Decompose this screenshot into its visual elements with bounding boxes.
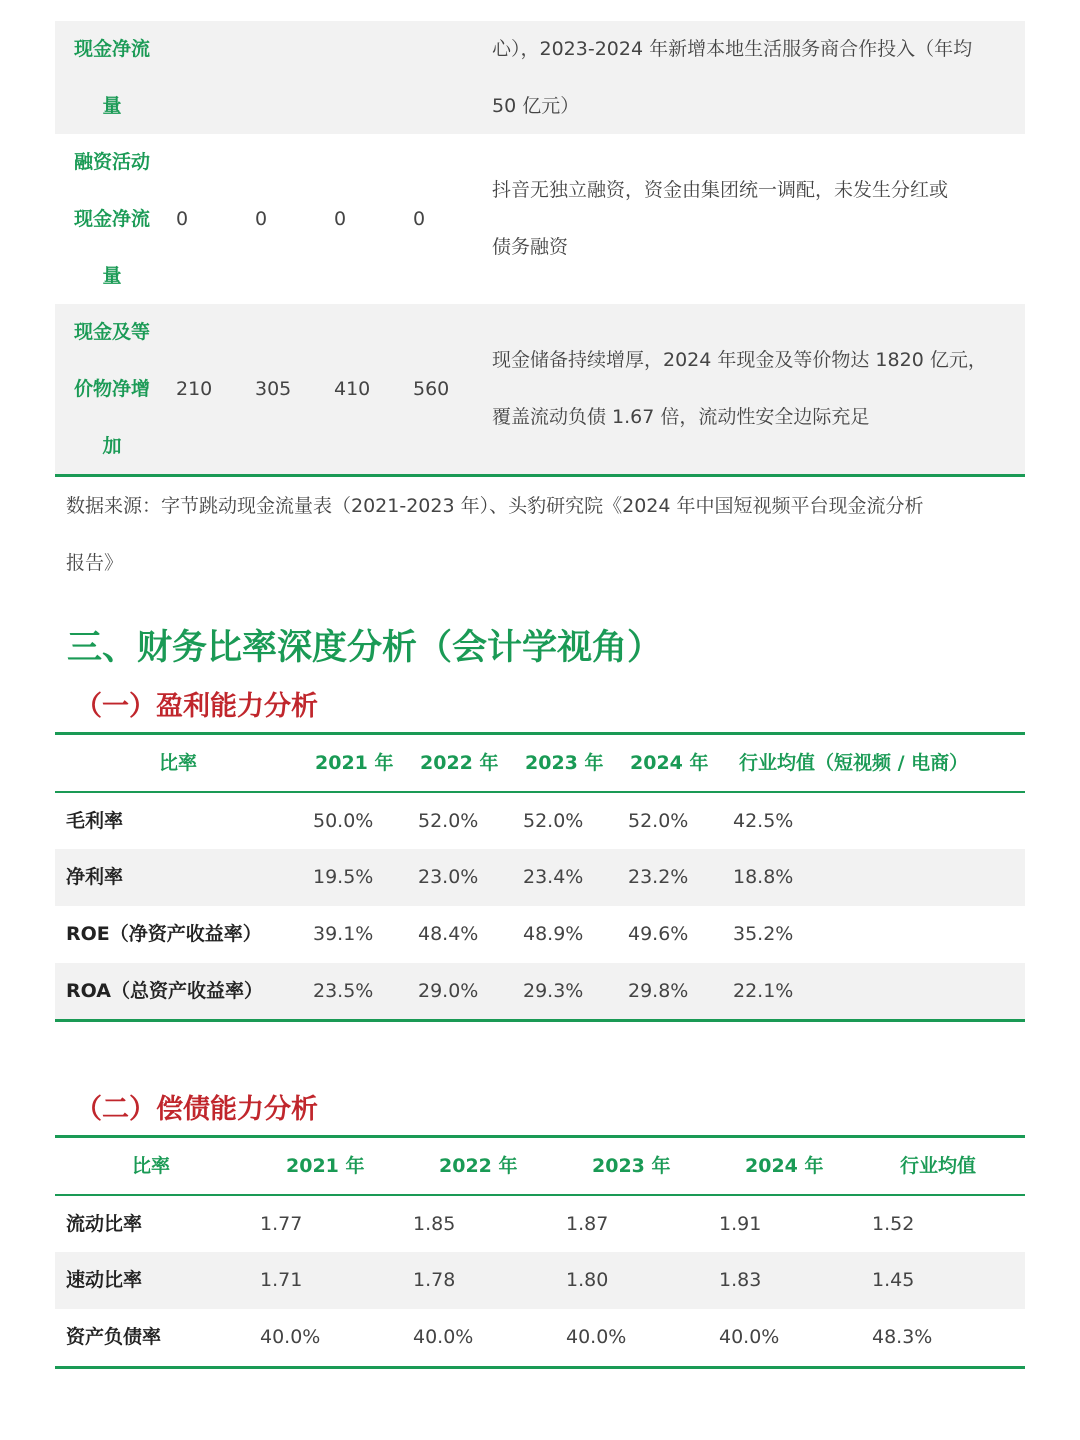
cell: 23.2% (628, 866, 689, 888)
row-label: 融资活动 现金净流 量 (73, 151, 150, 287)
cell: 29.3% (523, 980, 584, 1002)
ratio-name: ROE（净资产收益率） (66, 923, 262, 945)
table-row (55, 21, 1025, 134)
ratio-name: 流动比率 (66, 1213, 143, 1235)
row-label: 现金及等 价物净增 加 (73, 321, 150, 457)
section-heading: 三、财务比率深度分析（会计学视角） (67, 628, 663, 668)
header-cell: 比率 (132, 1155, 171, 1177)
ratio-name: 资产负债率 (66, 1326, 162, 1348)
ratio-name: 净利率 (66, 866, 124, 888)
header-cell: 2024 年 (745, 1155, 824, 1177)
header-cell: 行业均值（短视频 / 电商） (739, 752, 969, 774)
cell: 29.0% (418, 980, 479, 1002)
value-2021: 210 (176, 378, 213, 400)
cell: 1.52 (872, 1213, 915, 1235)
header-cell: 2024 年 (630, 752, 709, 774)
table-header (55, 1138, 1025, 1195)
value-2023: 0 (334, 208, 347, 230)
cell: 22.1% (733, 980, 794, 1002)
cell: 35.2% (733, 923, 794, 945)
cell: 48.9% (523, 923, 584, 945)
cell: 52.0% (523, 810, 584, 832)
cell: 40.0% (260, 1326, 321, 1348)
table-bottom-rule (55, 1366, 1025, 1369)
table-bottom-rule (55, 1019, 1025, 1022)
row-note: 抖音无独立融资，资金由集团统一调配，未发生分红或 债务融资 (492, 179, 949, 258)
value-2024: 0 (413, 208, 426, 230)
table-row (55, 304, 1025, 474)
cashflow-table (55, 21, 1025, 474)
cell: 1.78 (413, 1269, 456, 1291)
cell: 50.0% (313, 810, 374, 832)
value-2022: 0 (255, 208, 268, 230)
cell: 19.5% (313, 866, 374, 888)
table-row (55, 849, 1025, 906)
table-bottom-rule (55, 474, 1025, 477)
cell: 52.0% (628, 810, 689, 832)
cell: 1.87 (566, 1213, 609, 1235)
cell: 1.91 (719, 1213, 762, 1235)
header-cell: 行业均值 (900, 1155, 977, 1177)
cell: 23.5% (313, 980, 374, 1002)
cell: 18.8% (733, 866, 794, 888)
header-cell: 2021 年 (286, 1155, 365, 1177)
header-cell: 2023 年 (525, 752, 604, 774)
cell: 40.0% (719, 1326, 780, 1348)
cell: 23.0% (418, 866, 479, 888)
subsection-heading-profitability: （一）盈利能力分析 (75, 691, 318, 722)
cell: 1.71 (260, 1269, 303, 1291)
cell: 1.80 (566, 1269, 609, 1291)
subsection-heading-solvency: （二）偿债能力分析 (75, 1094, 318, 1125)
cell: 48.3% (872, 1326, 933, 1348)
row-note: 现金储备持续增厚，2024 年现金及等价物达 1820 亿元， 覆盖流动负债 1.67 倍，流动性安全边际充足 (492, 349, 987, 428)
table-header (55, 735, 1025, 792)
cell: 40.0% (566, 1326, 627, 1348)
value-2022: 305 (255, 378, 292, 400)
table-row (55, 1252, 1025, 1309)
ratio-name: ROA（总资产收益率） (66, 980, 263, 1002)
header-cell: 2023 年 (592, 1155, 671, 1177)
header-cell: 2022 年 (420, 752, 499, 774)
cell: 52.0% (418, 810, 479, 832)
cell: 49.6% (628, 923, 689, 945)
row-note: 心），2023-2024 年新增本地生活服务商合作投入（年均 50 亿元） (492, 38, 973, 117)
cell: 29.8% (628, 980, 689, 1002)
cell: 1.77 (260, 1213, 303, 1235)
value-2021: 0 (176, 208, 189, 230)
solvency-table (55, 1135, 1025, 1371)
data-source-note: 数据来源：字节跳动现金流量表（2021-2023 年）、头豹研究院《2024 年中国短视频平台现金流分析 报告》 (66, 495, 924, 574)
cell: 40.0% (413, 1326, 474, 1348)
cell: 42.5% (733, 810, 794, 832)
ratio-name: 速动比率 (66, 1269, 143, 1291)
cell: 1.45 (872, 1269, 915, 1291)
table-row (55, 793, 1025, 850)
table-row (55, 906, 1025, 963)
table-row (55, 963, 1025, 1020)
table-row (55, 1196, 1025, 1253)
ratio-name: 毛利率 (66, 810, 124, 832)
cell: 1.83 (719, 1269, 762, 1291)
row-label: 现金净流 量 (73, 38, 150, 117)
header-cell: 2021 年 (315, 752, 394, 774)
cell: 1.85 (413, 1213, 456, 1235)
header-cell: 2022 年 (439, 1155, 518, 1177)
cell: 48.4% (418, 923, 479, 945)
cell: 39.1% (313, 923, 374, 945)
cell: 23.4% (523, 866, 584, 888)
value-2024: 560 (413, 378, 450, 400)
header-cell: 比率 (159, 752, 198, 774)
table-row (55, 1309, 1025, 1366)
profitability-table (55, 732, 1025, 1024)
value-2023: 410 (334, 378, 371, 400)
table-row (55, 134, 1025, 304)
